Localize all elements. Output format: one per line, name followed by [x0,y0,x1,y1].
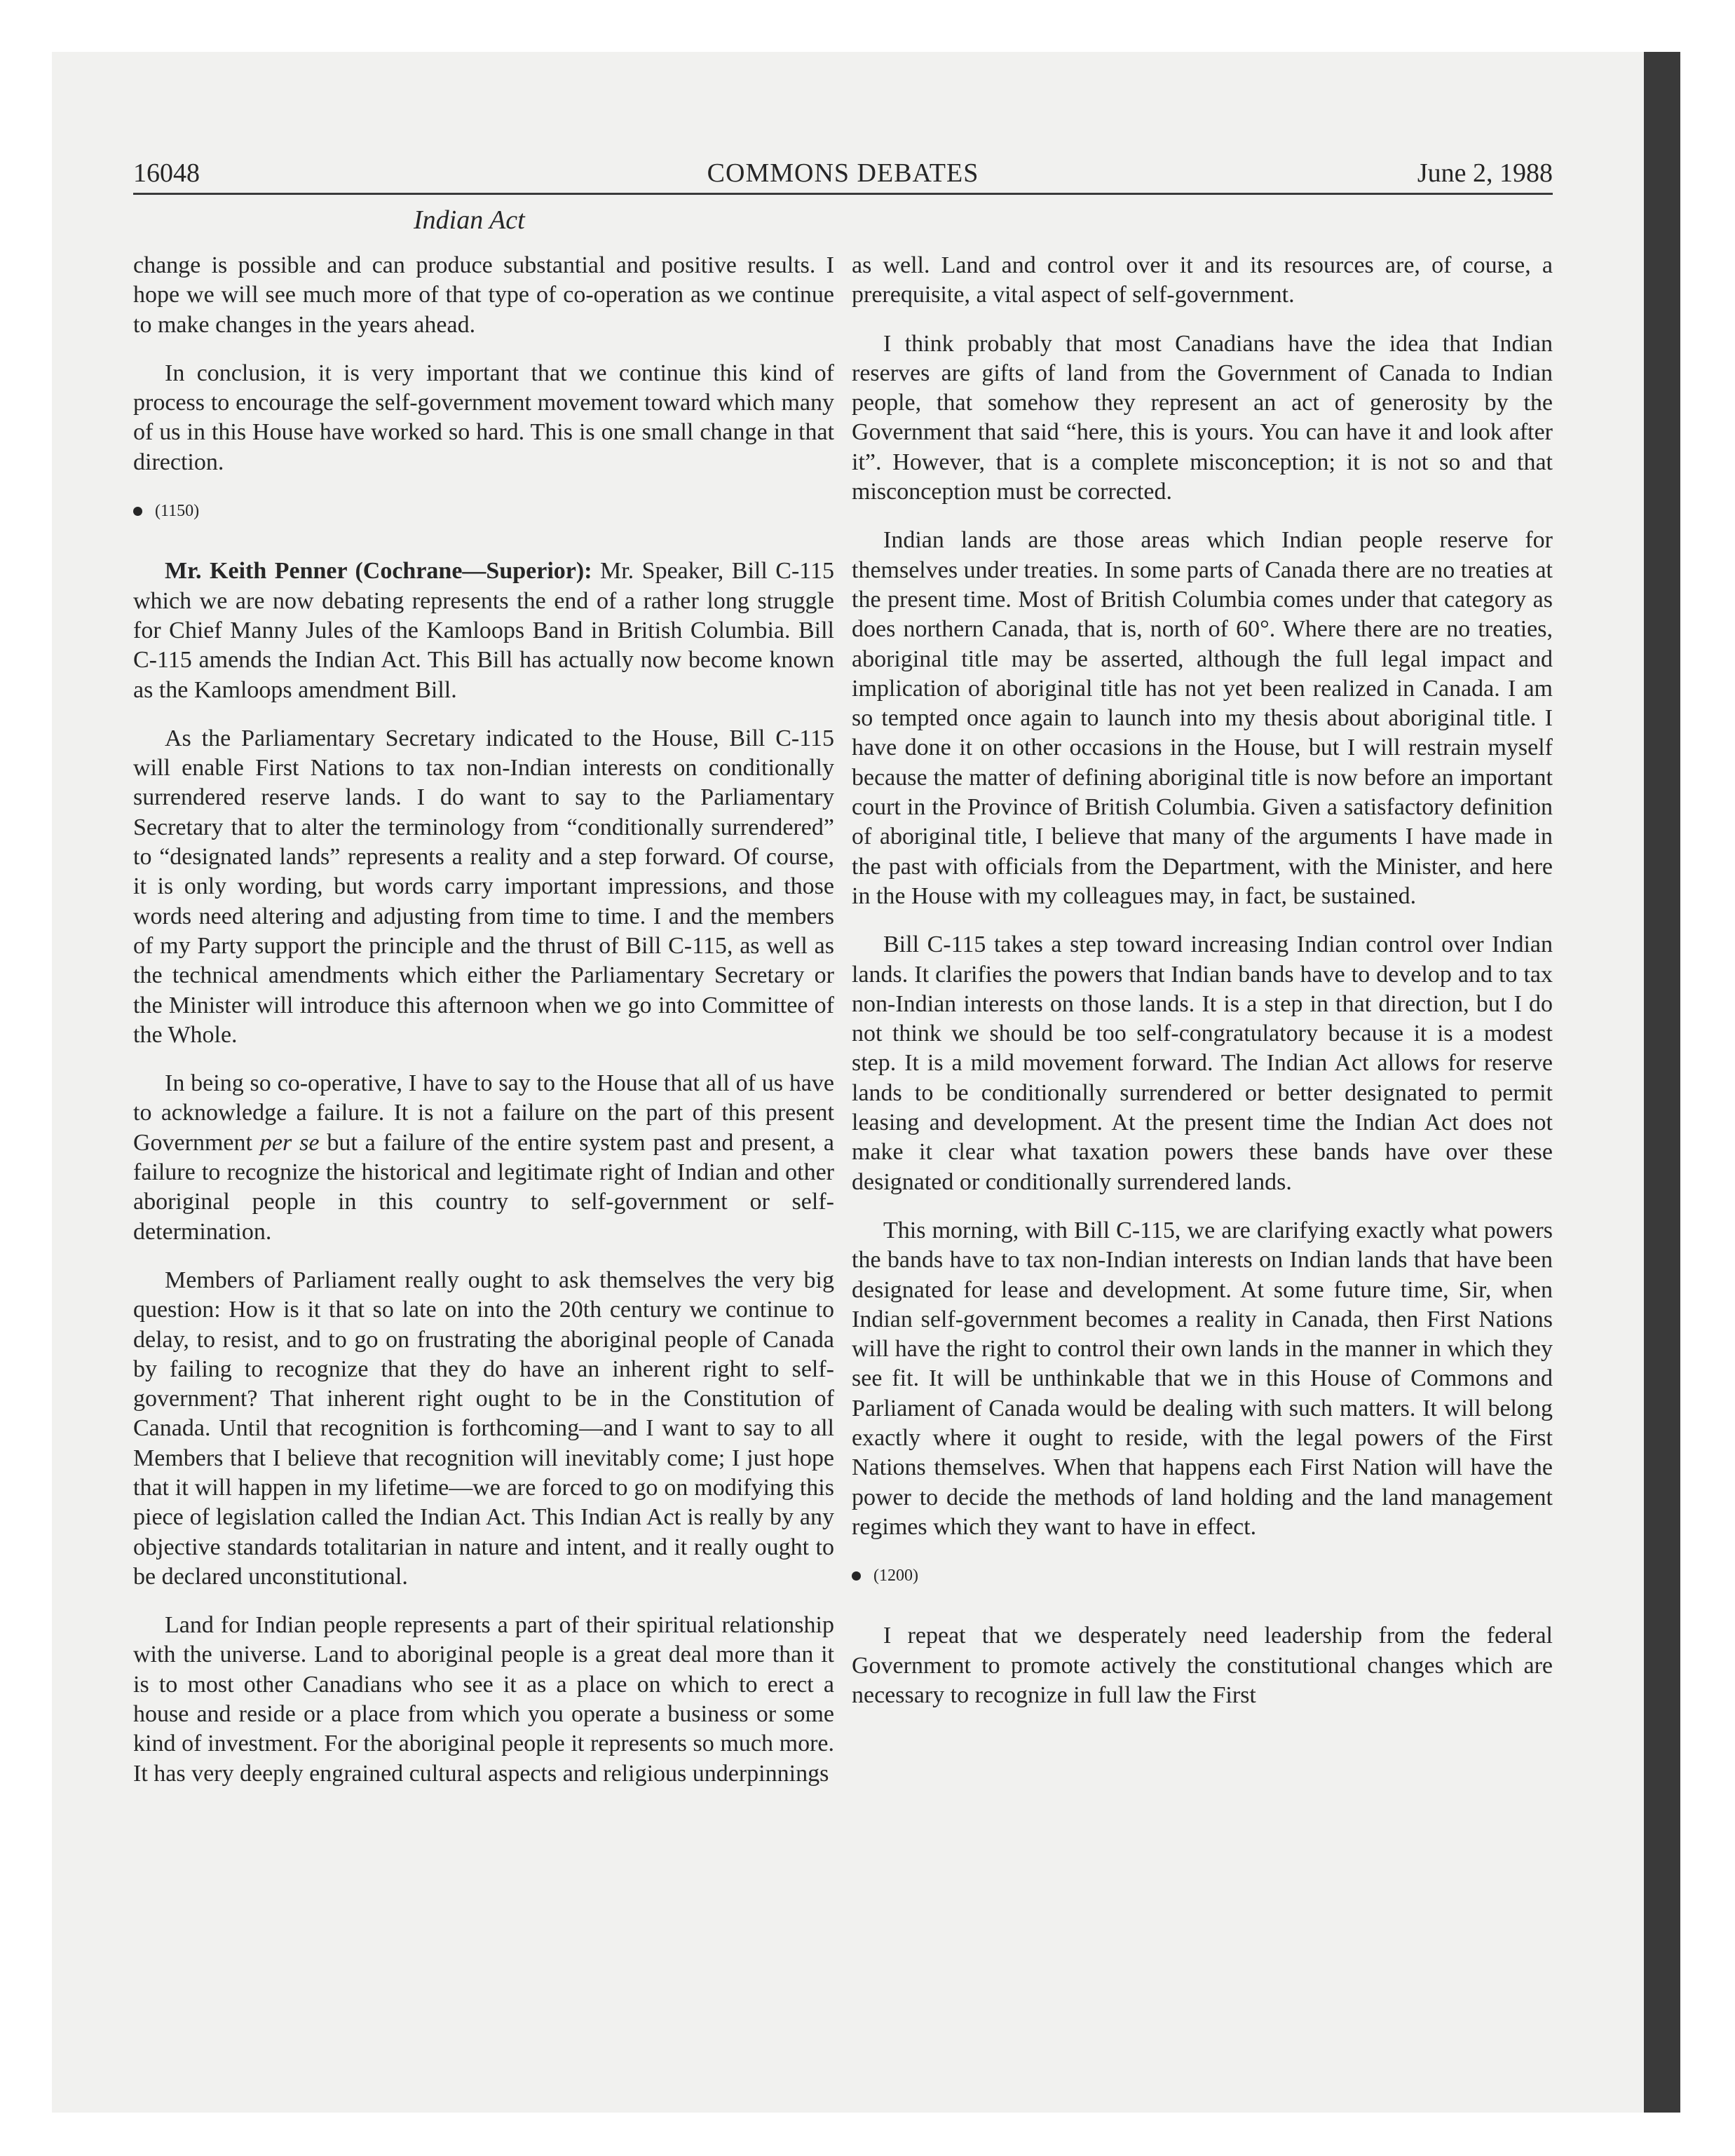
paragraph [133,1069,834,1247]
scan-edge-bar [1644,52,1680,2113]
time-marker [133,496,834,526]
paragraph: Members of Parliament really ought to ask themselves the very big question: How is it that so late on into the 20th century we continue to delay, to resist, and to go on frustrating the aboriginal people of Canada by failing to recognize that they do have an inherent right to self-government? That inherent right ought to be in the Constitution of Canada. Until that recognition is forthcoming—and I want to say to all Members that I believe that recognition will inevitably come; I just hope that it will happen in my lifetime—we are forced to go on modifying this piece of legislation called the Indian Act. This Indian Act is really by any objective standards totalitarian in nature and intent, and it really ought to be declared unconstitutional. [133,1267,834,1590]
paragraph: This morning, with Bill C-115, we are clarifying exactly what powers the bands have to tax non-Indian interests on Indian lands that have been designated for lease and development. At some future time, Sir, when Indian self-government becomes a reality in Canada, then First Nations will have the right to control their own lands in the manner in which they see fit. It will be unthinkable that we in this House of Commons and Parliament of Canada would be dealing with such matters. It will belong exactly where it ought to reside, with the legal powers of the First Nations themselves. When that happens each First Nation will have the power to decide the methods of land holding and the land management regimes which they want to have in effect. [852,1217,1553,1540]
italic-phrase: per se [259,1129,320,1156]
paragraph: change is possible and can produce substantial and positive results. I hope we will see much more of that type of co-operation as we continue to make changes in the years ahead. [133,252,834,338]
speaker-name: Mr. Keith Penner (Cochrane—Superior): [165,558,592,585]
page-header [133,153,1553,195]
left-column [133,251,834,1808]
time-marker-label: (1200) [873,1567,918,1585]
paragraph: as well. Land and control over it and its resources are, of course, a prerequisite, a vital aspect of self-government. [852,252,1553,308]
running-head: Indian Act [414,205,525,235]
speech-paragraph [133,557,834,704]
paragraph: In conclusion, it is very important that we continue this kind of process to encourage the self-government movement toward which many of us in this House have worked so hard. This is one small change in that direction. [133,360,834,475]
paragraph: I think probably that most Canadians have the idea that Indian reserves are gifts of land from the Government of Canada to Indian people, that somehow they represent an act of generosity by the Government that said “here, this is yours. You can have it and look after it”. However, that is a complete misconception; it is not so and that misconception must be corrected. [852,330,1553,505]
bullet-icon [852,1571,861,1581]
paragraph: I repeat that we desperately need leadership from the federal Government to promote actively the constitutional changes which are necessary to recognize in full law the First [852,1623,1553,1709]
bullet-icon [133,507,142,516]
header-date: June 2, 1988 [1417,158,1553,188]
paragraph: As the Parliamentary Secretary indicated to the House, Bill C-115 will enable First Nations to tax non-Indian interests on conditionally surrendered reserve lands. I do want to say to the Parliamentary Secretary that to alter the terminology from “conditionally surrendered” to “designated lands” represents a reality and a step forward. Of course, it is only wording, but words carry important impressions, and those words need altering and adjusting from time to time. I and the members of my Party support the principle and the thrust of Bill C-115, as well as the technical amendments which either the Parliamentary Secretary or the Minister will introduce this afternoon when we go into Committee of the Whole. [133,725,834,1048]
paragraph-text: In being so co-operative, I have to say to the House that all of us have to acknowledge a failure. It is not a failure on the part of this present Government [133,1070,834,1156]
right-column [852,251,1553,1729]
time-marker-label: (1150) [155,502,200,521]
journal-title: COMMONS DEBATES [707,158,979,188]
paragraph: Indian lands are those areas which Indian people reserve for themselves under treaties. In some parts of Canada there are no treaties at the present time. Most of British Columbia comes under that category as does northern Canada, that is, north of 60°. Where there are no treaties, aboriginal title may be asserted, although the full legal impact and implication of aboriginal title has not yet been realized in Canada. I am so tempted once again to launch into my thesis about aboriginal title. I have done it on other occasions in the House, but I will restrain myself because the matter of defining aboriginal title is now before an important court in the Province of British Columbia. Given a satisfactory definition of aboriginal title, I believe that many of the arguments I have made in the past with officials from the Department, with the Minister, and here in the House with my colleagues may, in fact, be sustained. [852,527,1553,909]
paragraph-text: but a failure of the entire system past and present, a failure to recognize the historical and legitimate right of Indian and other aboriginal people in this country to self-government or self-determination. [133,1129,834,1245]
page-number: 16048 [133,158,200,188]
paragraph: Bill C-115 takes a step toward increasing Indian control over Indian lands. It clarifies the powers that Indian bands have to develop and to tax non-Indian interests on those lands. It is a step in that direction, but I do not think we should be too self-congratulatory because it is a modest step. It is a mild movement forward. The Indian Act allows for reserve lands to be conditionally surrendered or better designated to permit leasing and development. At the present time the Indian Act does not make it clear what taxation powers these bands have over these designated or conditionally surrendered lands. [852,932,1553,1195]
speech-text: Mr. Speaker, Bill C-115 which we are now debating represents the end of a rather long struggle for Chief Manny Jules of the Kamloops Band in British Columbia. Bill C-115 amends the Indian Act. This Bill has actually now become known as the Kamloops amendment Bill. [133,558,835,703]
time-marker [852,1561,1553,1590]
paragraph: Land for Indian people represents a part of their spiritual relationship with the universe. Land to aboriginal people is a great deal more than it is to most other Canadians who see it as a place on which to erect a house and reside or a place from which you operate a business or some kind of investment. For the aboriginal people it represents so much more. It has very deeply engrained cultural aspects and religious underpinnings [133,1612,834,1787]
